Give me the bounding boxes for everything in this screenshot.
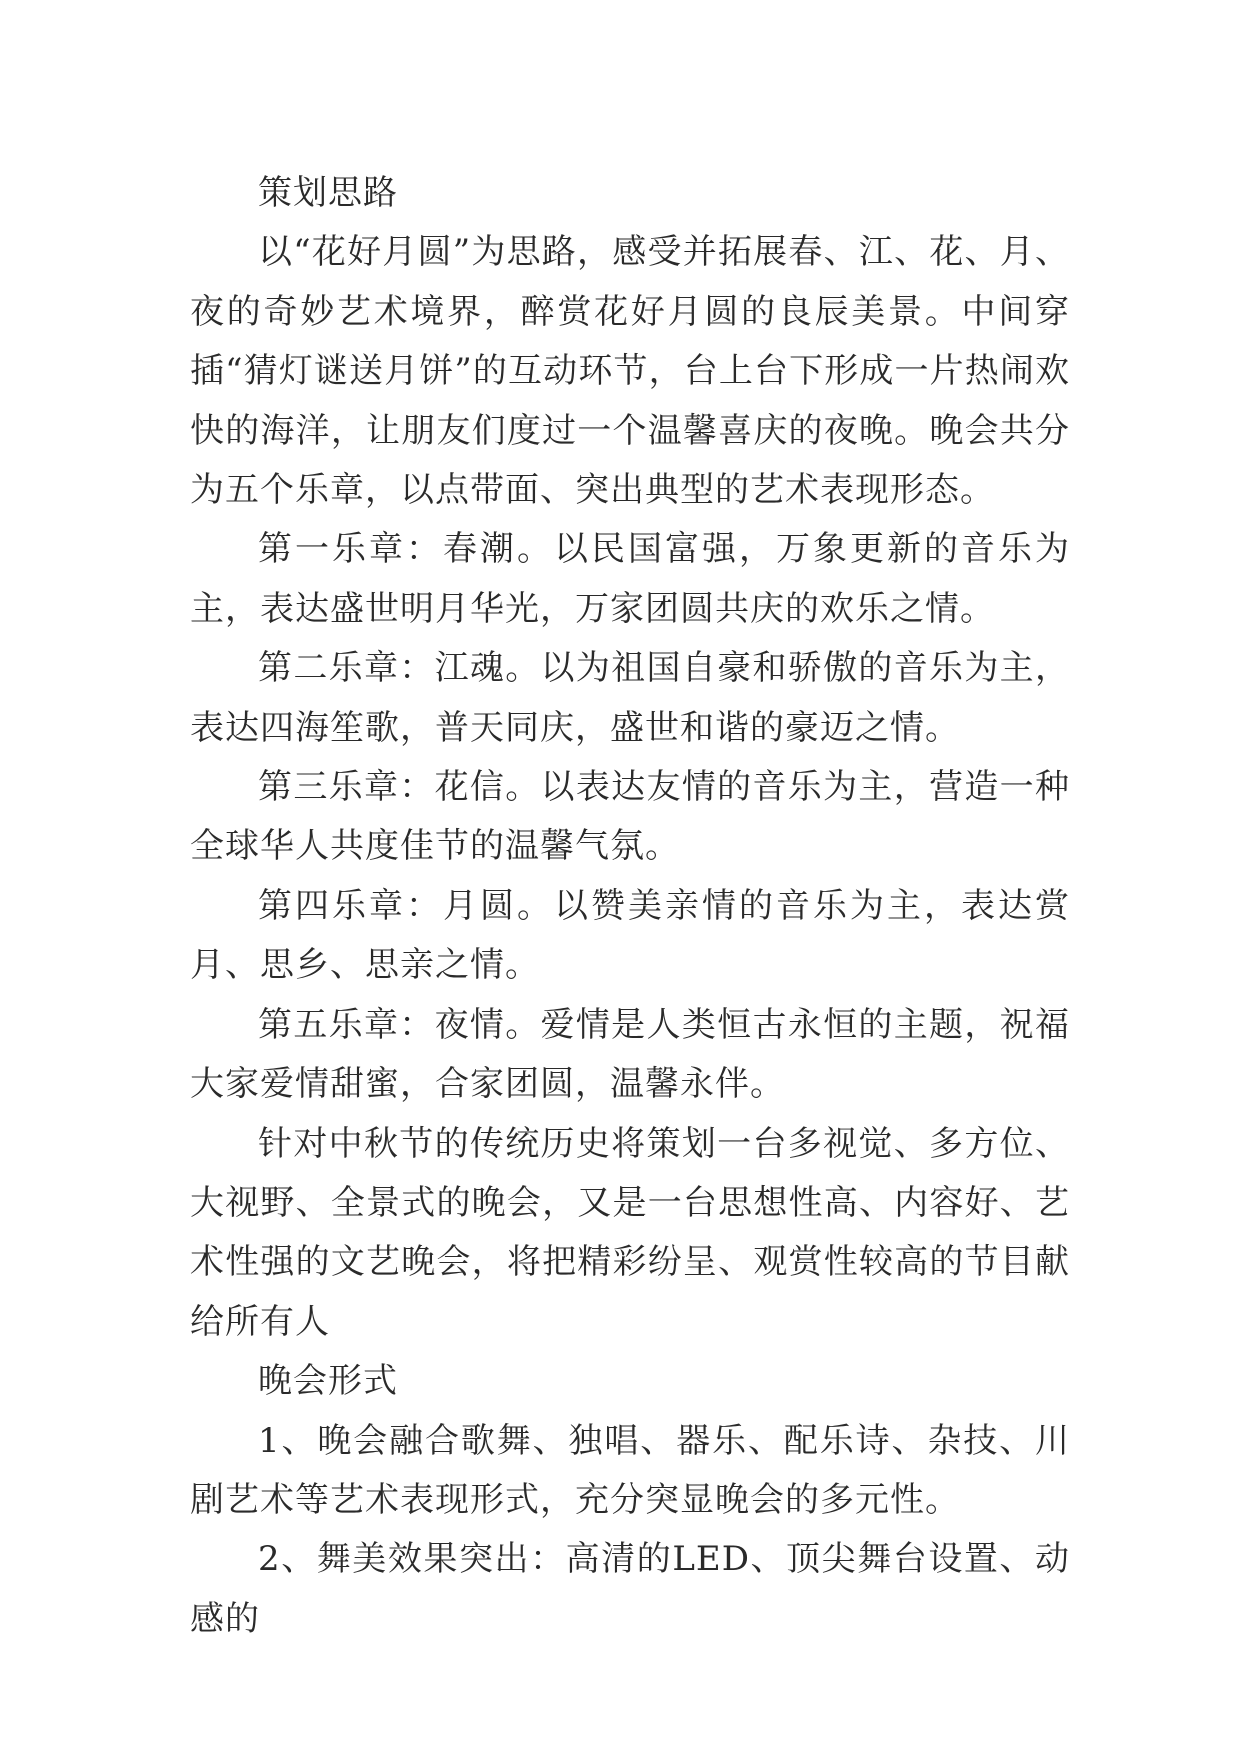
paragraph-movement-4: 第四乐章：月圆。以赞美亲情的音乐为主，表达赏月、思乡、思亲之情。 (190, 885, 1070, 986)
heading-gala-format: 晚会形式 (258, 1361, 398, 1402)
list-item-format-2: 2、舞美效果突出：高清的LED、顶尖舞台设置、动感的 (190, 1539, 1070, 1639)
paragraph-summary: 针对中秋节的传统历史将策划一台多视觉、多方位、大视野、全景式的晚会，又是一台思想性高、内容好、艺术性强的文艺晚会，将把精彩纷呈、观赏性较高的节目献给所有人 (190, 1123, 1070, 1342)
document-body (190, 164, 1070, 1649)
heading-planning-ideas: 策划思路 (258, 173, 398, 213)
list-item-format-1: 1、晚会融合歌舞、独唱、器乐、配乐诗、杂技、川剧艺术等艺术表现形式，充分突显晚会的多元性。 (190, 1420, 1070, 1520)
paragraph-movement-3: 第三乐章：花信。以表达友情的音乐为主，营造一种全球华人共度佳节的温馨气氛。 (190, 767, 1070, 867)
paragraph-movement-1: 第一乐章：春潮。以民国富强，万象更新的音乐为主，表达盛世明月华光，万家团圆共庆的欢乐之情。 (190, 529, 1070, 629)
paragraph-concept: 以“花好月圆”为思路，感受并拓展春、江、花、月、夜的奇妙艺术境界，醉赏花好月圆的良辰美景。中间穿插“猜灯谜送月饼”的互动环节，台上台下形成一片热闹欢快的海洋，让朋友们度过一个温馨喜庆的夜晚。晚会共分为五个乐章，以点带面、突出典型的艺术表现形态。 (190, 232, 1070, 511)
paragraph-movement-2: 第二乐章：江魂。以为祖国自豪和骄傲的音乐为主，表达四海笙歌，普天同庆，盛世和谐的豪迈之情。 (190, 648, 1070, 748)
paragraph-movement-5: 第五乐章：夜情。爱情是人类恒古永恒的主题，祝福大家爱情甜蜜，合家团圆，温馨永伴。 (190, 1004, 1070, 1105)
